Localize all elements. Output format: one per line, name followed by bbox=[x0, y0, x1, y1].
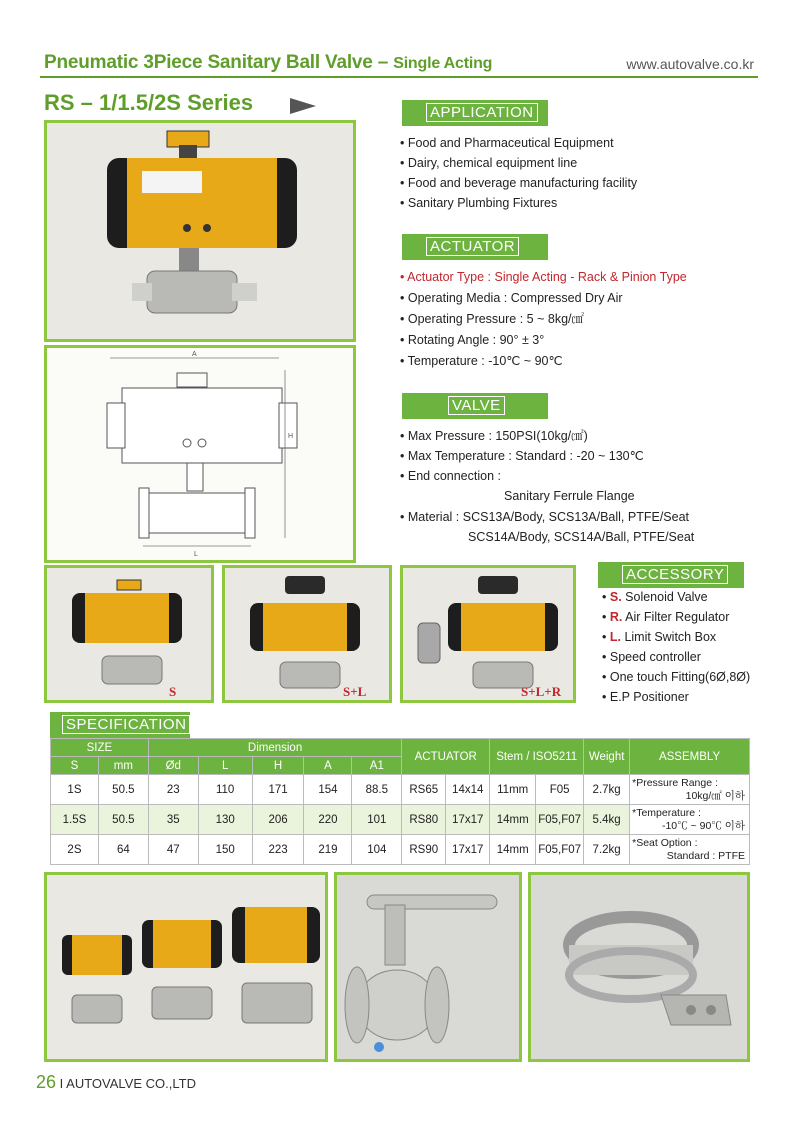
photo-option-sl bbox=[222, 565, 392, 703]
list-item: • Sanitary Plumbing Fixtures bbox=[400, 196, 558, 210]
page-number: 26 bbox=[36, 1072, 57, 1092]
cell-stem: 14mm bbox=[490, 805, 536, 835]
cell-od: 35 bbox=[148, 805, 198, 835]
cell-a1: 104 bbox=[352, 835, 402, 865]
actuator-header: ACTUATOR bbox=[402, 234, 548, 260]
dim-label-a: A bbox=[192, 351, 197, 358]
specification-table bbox=[50, 738, 750, 865]
bottom-photo-clamp bbox=[528, 872, 750, 1062]
series-title: RS – 1/1.5/2S Series bbox=[44, 90, 254, 115]
cell-h: 206 bbox=[252, 805, 304, 835]
header-divider bbox=[40, 76, 758, 78]
cell-h: 223 bbox=[252, 835, 304, 865]
cell-weight: 2.7kg bbox=[584, 775, 630, 805]
th-assembly: ASSEMBLY bbox=[630, 739, 750, 775]
table-row bbox=[51, 805, 750, 835]
photo-caption-s: S bbox=[169, 684, 177, 699]
actuator-list bbox=[400, 266, 687, 372]
cell-mm: 64 bbox=[98, 835, 148, 865]
list-item: • Food and Pharmaceutical Equipment bbox=[400, 136, 614, 150]
cell-iso: F05,F07 bbox=[536, 805, 584, 835]
cell-od: 47 bbox=[148, 835, 198, 865]
th-h: H bbox=[252, 757, 304, 775]
photo-caption-sl: S+L bbox=[343, 684, 367, 699]
cell-weight: 5.4kg bbox=[584, 805, 630, 835]
list-item: • Dairy, chemical equipment line bbox=[400, 156, 578, 170]
actuator-type: • Actuator Type : Single Acting - Rack & Pinion Type bbox=[400, 270, 687, 284]
list-item: • Rotating Angle : 90° ± 3° bbox=[400, 333, 545, 347]
th-weight: Weight bbox=[584, 739, 630, 775]
list-item: • S. Solenoid Valve bbox=[602, 590, 708, 604]
cell-actuator: RS80 bbox=[402, 805, 446, 835]
cell-stem: 11mm bbox=[490, 775, 536, 805]
cell-weight: 7.2kg bbox=[584, 835, 630, 865]
dimension-drawing bbox=[44, 345, 356, 563]
footer-company: I AUTOVALVE CO.,LTD bbox=[59, 1076, 196, 1091]
photo-option-s bbox=[44, 565, 214, 703]
cell-a1: 88.5 bbox=[352, 775, 402, 805]
cell-a: 220 bbox=[304, 805, 352, 835]
cell-square: 17x17 bbox=[446, 835, 490, 865]
material-line-1: • Material : SCS13A/Body, SCS13A/Ball, PTFE/Seat bbox=[400, 510, 689, 524]
table-row bbox=[51, 835, 750, 865]
cell-s: 1.5S bbox=[51, 805, 99, 835]
th-s: S bbox=[51, 757, 99, 775]
valve-list bbox=[400, 426, 694, 547]
application-header: APPLICATION bbox=[402, 100, 548, 126]
list-item: • Food and beverage manufacturing facility bbox=[400, 176, 638, 190]
cell-iso: F05,F07 bbox=[536, 835, 584, 865]
list-item: • Operating Media : Compressed Dry Air bbox=[400, 291, 623, 305]
cell-stem: 14mm bbox=[490, 835, 536, 865]
valve-header: VALVE bbox=[402, 393, 548, 419]
accessory-list bbox=[602, 587, 750, 707]
th-a1: A1 bbox=[352, 757, 402, 775]
cell-a: 154 bbox=[304, 775, 352, 805]
list-item: • One touch Fitting(6Ø,8Ø) bbox=[602, 670, 751, 684]
table-row bbox=[51, 775, 750, 805]
series-arrow-icon bbox=[290, 98, 316, 114]
list-item: • Speed controller bbox=[602, 650, 701, 664]
specification-header: SPECIFICATION bbox=[50, 712, 190, 738]
cell-od: 23 bbox=[148, 775, 198, 805]
cell-s: 1S bbox=[51, 775, 99, 805]
footer bbox=[36, 1072, 196, 1093]
cell-mm: 50.5 bbox=[98, 805, 148, 835]
cell-h: 171 bbox=[252, 775, 304, 805]
page-title: Pneumatic 3Piece Sanitary Ball Valve – Single Acting bbox=[44, 52, 493, 73]
dim-label-l: L bbox=[194, 551, 198, 558]
cell-s: 2S bbox=[51, 835, 99, 865]
list-item: • Max Pressure : 150PSI(10kg/㎠) bbox=[400, 429, 588, 443]
cell-mm: 50.5 bbox=[98, 775, 148, 805]
list-item: • Temperature : -10℃ ~ 90℃ bbox=[400, 354, 563, 368]
cell-iso: F05 bbox=[536, 775, 584, 805]
photo-option-slr bbox=[400, 565, 576, 703]
cell-l: 150 bbox=[198, 835, 252, 865]
cell-l: 130 bbox=[198, 805, 252, 835]
list-item: • Operating Pressure : 5 ~ 8kg/㎠ bbox=[400, 312, 584, 326]
list-item: • End connection : bbox=[400, 469, 501, 483]
th-actuator: ACTUATOR bbox=[402, 739, 490, 775]
cell-a1: 101 bbox=[352, 805, 402, 835]
application-list bbox=[400, 133, 637, 213]
list-item: • R. Air Filter Regulator bbox=[602, 610, 730, 624]
th-mm: mm bbox=[98, 757, 148, 775]
assembly-note: *Seat Option : Standard : PTFE bbox=[630, 835, 750, 865]
material-line-2: SCS14A/Body, SCS14A/Ball, PTFE/Seat bbox=[468, 530, 695, 544]
end-connection-value: Sanitary Ferrule Flange bbox=[504, 489, 635, 503]
list-item: • E.P Positioner bbox=[602, 690, 689, 704]
th-l: L bbox=[198, 757, 252, 775]
th-a: A bbox=[304, 757, 352, 775]
list-item: • L. Limit Switch Box bbox=[602, 630, 717, 644]
list-item: • Max Temperature : Standard : -20 ~ 130℃ bbox=[400, 449, 644, 463]
assembly-note: *Pressure Range : 10kg/㎠ 이하 bbox=[630, 775, 750, 805]
main-product-photo bbox=[44, 120, 356, 342]
cell-l: 110 bbox=[198, 775, 252, 805]
th-stem: Stem / ISO5211 bbox=[490, 739, 584, 775]
accessory-header: ACCESSORY bbox=[598, 562, 744, 588]
cell-square: 17x17 bbox=[446, 805, 490, 835]
bottom-photo-butterfly-valve bbox=[334, 872, 522, 1062]
th-dimension: Dimension bbox=[148, 739, 401, 757]
th-size: SIZE bbox=[51, 739, 149, 757]
photo-caption-slr: S+L+R bbox=[521, 684, 562, 699]
website-url[interactable]: www.autovalve.co.kr bbox=[626, 56, 754, 72]
bottom-photo-valve-sizes bbox=[44, 872, 328, 1062]
cell-a: 219 bbox=[304, 835, 352, 865]
cell-actuator: RS90 bbox=[402, 835, 446, 865]
th-od: Ød bbox=[148, 757, 198, 775]
cell-actuator: RS65 bbox=[402, 775, 446, 805]
cell-square: 14x14 bbox=[446, 775, 490, 805]
assembly-note: *Temperature : -10℃ ~ 90℃ 이하 bbox=[630, 805, 750, 835]
dim-label-h: H bbox=[288, 433, 294, 440]
